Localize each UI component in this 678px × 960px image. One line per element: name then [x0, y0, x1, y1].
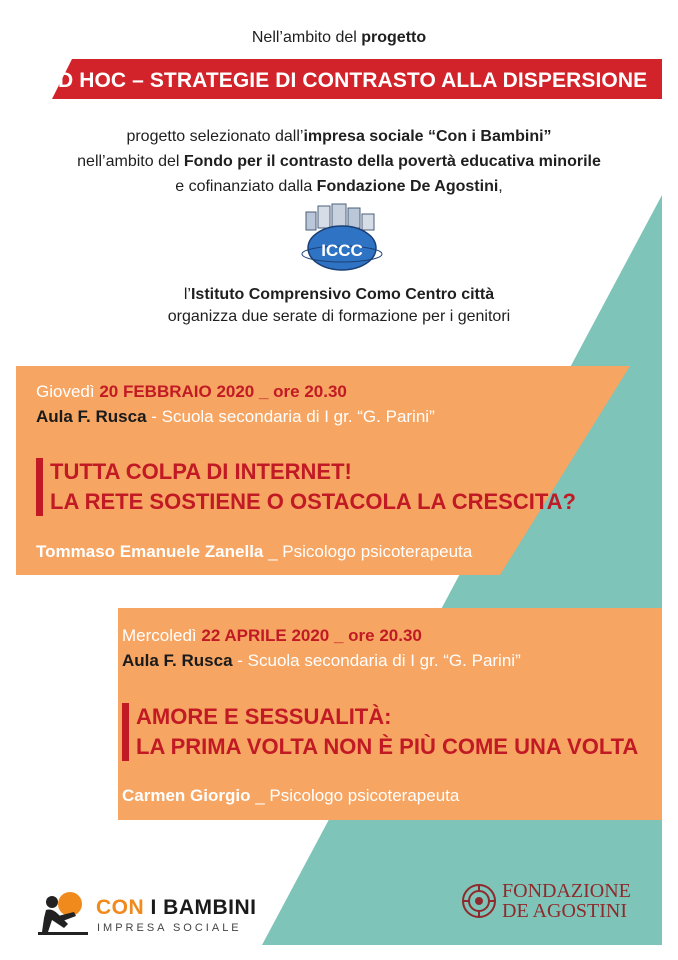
- con-i-bambini-wordmark: [96, 896, 257, 920]
- event1-speaker-role: _ Psicologo psicoterapeuta: [263, 542, 473, 561]
- inst1-prefix: l’: [183, 286, 191, 303]
- intro-prefix: Nell’ambito del: [251, 29, 362, 46]
- event1-location-line: [36, 406, 435, 428]
- event1-school: - Scuola secondaria di I gr. “G. Parini”: [146, 407, 435, 426]
- fondazione-emblem-icon: [460, 882, 498, 920]
- event1-title-bar: [36, 458, 43, 516]
- event2-speaker-name: Carmen Giorgio: [122, 786, 251, 805]
- event2-school: - Scuola secondaria di I gr. “G. Parini”: [232, 651, 521, 670]
- icc-school-logo: [296, 202, 388, 274]
- event2-speaker-role: _ Psicologo psicoterapeuta: [250, 786, 460, 805]
- event1-title-line-2: LA RETE SOSTIENE O OSTACOLA LA CRESCITA?: [50, 489, 576, 514]
- event1-date-time: 20 FEBBRAIO 2020 _ ore 20.30: [99, 382, 347, 401]
- institute-line-2: organizza due serate di formazione per i genitori: [167, 308, 511, 325]
- event2-location-line: [122, 650, 521, 672]
- intro-line: [0, 28, 678, 48]
- event1-title-line-1: TUTTA COLPA DI INTERNET!: [50, 459, 352, 484]
- con-word: CON: [96, 896, 145, 919]
- event2-title-bar: [122, 703, 129, 761]
- description-line-3: [0, 177, 678, 197]
- reading-child-icon: [38, 890, 90, 938]
- intro-project-word: progetto: [361, 29, 427, 46]
- event2-day: Mercoledì: [122, 626, 202, 645]
- event2-title-line-2: LA PRIMA VOLTA NON È PIÙ COME UNA VOLTA: [136, 734, 639, 759]
- icc-logo-letters: ICCC: [321, 241, 363, 260]
- fondazione-wordmark-line-2: DE AGOSTINI: [502, 900, 627, 922]
- event2-title-line-1: AMORE E SESSUALITÀ:: [136, 704, 392, 729]
- desc2-bold: Fondo per il contrasto della povertà educativa minorile: [183, 153, 601, 170]
- event1-room: Aula F. Rusca: [36, 407, 147, 426]
- description-line-2: [0, 152, 678, 172]
- event1-date-line: [36, 381, 347, 403]
- institute-line-1: [0, 285, 678, 305]
- impresa-sociale-subtitle: IMPRESA SOCIALE: [97, 922, 242, 934]
- desc1-prefix: progetto selezionato dall’: [126, 128, 304, 145]
- fondazione-wordmark-line-1: FONDAZIONE: [502, 880, 631, 902]
- desc1-bold: impresa sociale “Con i Bambini”: [303, 128, 552, 145]
- inst1-bold: Istituto Comprensivo Como Centro città: [190, 286, 495, 303]
- event1-day: Giovedì: [36, 382, 100, 401]
- event2-room: Aula F. Rusca: [122, 651, 233, 670]
- desc3-bold: Fondazione De Agostini: [316, 178, 499, 195]
- desc2-prefix: nell’ambito del: [77, 153, 184, 170]
- desc3-prefix: e cofinanziato dalla: [175, 178, 317, 195]
- description-line-1: [0, 127, 678, 147]
- i-bambini-word: I BAMBINI: [144, 896, 257, 919]
- event2-date-line: [122, 625, 422, 647]
- event1-speaker: [36, 541, 472, 563]
- event2-date-time: 22 APRILE 2020 _ ore 20.30: [201, 626, 422, 645]
- event1-speaker-name: Tommaso Emanuele Zanella: [36, 542, 264, 561]
- project-banner-title: AD HOC – STRATEGIE DI CONTRASTO ALLA DISPERSIONE: [42, 69, 648, 92]
- event2-speaker: [122, 785, 459, 807]
- desc3-suffix: ,: [498, 178, 503, 195]
